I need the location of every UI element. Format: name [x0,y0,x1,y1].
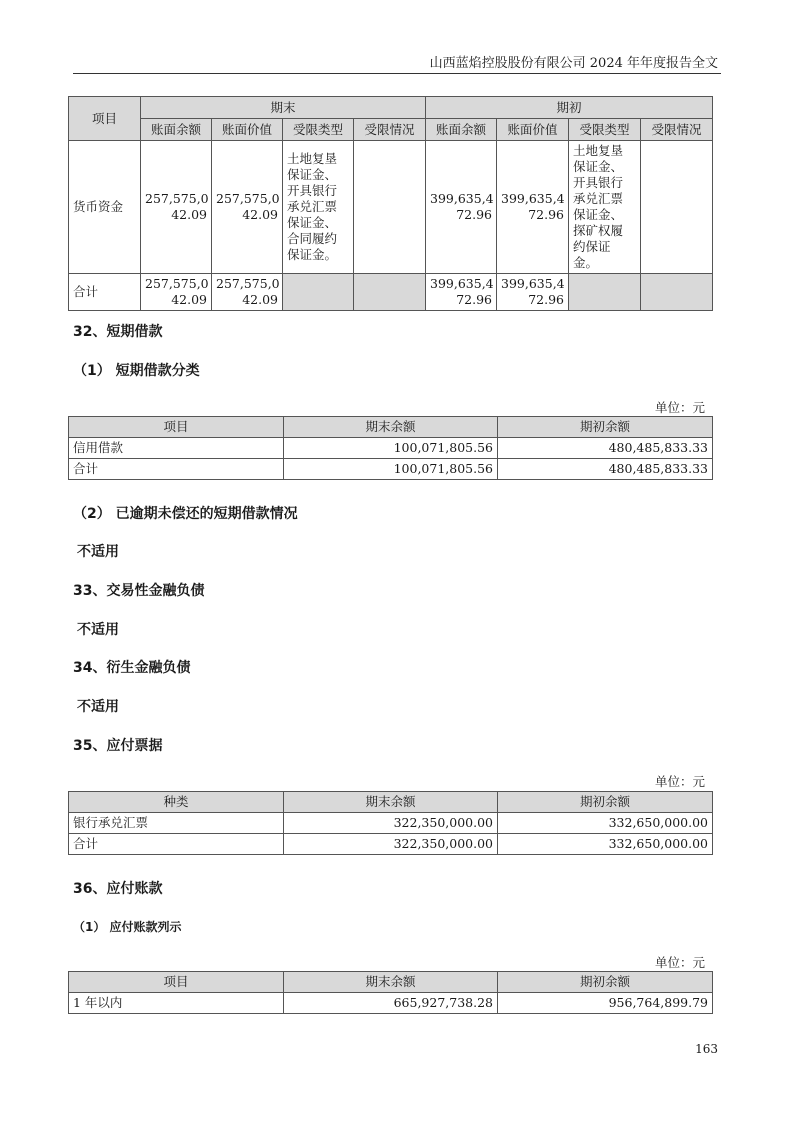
begin-balance-cell: 399,635,4 72.96 [426,274,497,311]
section-32-unit: 单位：元 [654,400,705,415]
sub-header-begin-type: 受限类型 [569,119,641,141]
section-32-sub1-title: （1） 短期借款分类 [73,363,200,379]
col-header-end: 期末余额 [284,417,498,438]
sub-header-begin-status: 受限情况 [641,119,713,141]
begin-value-cell: 399,635,4 72.96 [497,274,569,311]
group-header-begin: 期初 [426,97,713,119]
end-balance-cell: 100,071,805.56 [284,459,498,480]
col-header-begin: 期初余额 [498,972,713,993]
sub-header-begin-value: 账面价值 [497,119,569,141]
end-balance-cell: 100,071,805.56 [284,438,498,459]
begin-status-cell [641,141,713,274]
section-35-title: 35、应付票据 [73,738,163,754]
end-balance-cell: 257,575,0 42.09 [141,141,212,274]
sub-header-begin-balance: 账面余额 [426,119,497,141]
sub-header-end-value: 账面价值 [212,119,283,141]
section-32-title: 32、短期借款 [73,324,163,340]
row-item: 合计 [69,274,141,311]
sub-header-end-balance: 账面余额 [141,119,212,141]
begin-balance-cell: 480,485,833.33 [498,438,713,459]
row-item: 合计 [69,459,284,480]
end-balance-cell: 257,575,0 42.09 [141,274,212,311]
page-number: 163 [695,1042,718,1056]
col-header-item: 项目 [69,417,284,438]
col-header-end: 期末余额 [284,972,498,993]
section-32-sub2-title: （2） 已逾期未偿还的短期借款情况 [73,506,298,522]
short-term-loans-table [68,416,713,480]
table-row [69,438,713,459]
begin-balance-cell: 480,485,833.33 [498,459,713,480]
restricted-assets-table [68,96,713,311]
end-type-cell: 土地复垦 保证金、 开具银行 承兑汇票 保证金、 合同履约 保证金。 [283,141,354,274]
end-balance-cell: 665,927,738.28 [284,993,498,1014]
section-36-sub1-title: （1） 应付账款列示 [73,920,182,934]
report-header-title: 山西蓝焰控股股份有限公司 2024 年年度报告全文 [429,56,718,71]
row-item: 1 年以内 [69,993,284,1014]
section-36-unit: 单位：元 [654,955,705,970]
col-item-header: 项目 [69,97,141,141]
notes-payable-table [68,791,713,855]
begin-balance-cell: 332,650,000.00 [498,813,713,834]
col-header-begin: 期初余额 [498,417,713,438]
section-33-text: 不适用 [77,622,119,638]
col-header-item: 项目 [69,972,284,993]
end-balance-cell: 322,350,000.00 [284,813,498,834]
section-34-title: 34、衍生金融负债 [73,660,191,676]
row-item: 合计 [69,834,284,855]
end-value-cell: 257,575,0 42.09 [212,141,283,274]
begin-type-cell [569,274,641,311]
section-32-sub2-text: 不适用 [77,544,119,560]
col-header-begin: 期初余额 [498,792,713,813]
begin-type-cell: 土地复垦 保证金、 开具银行 承兑汇票 保证金、 探矿权履 约保证 金。 [569,141,641,274]
section-35-unit: 单位：元 [654,774,705,789]
col-header-type: 种类 [69,792,284,813]
table-row [69,141,713,274]
header-divider [73,73,721,74]
begin-balance-cell: 332,650,000.00 [498,834,713,855]
table-row [69,274,713,311]
row-item: 银行承兑汇票 [69,813,284,834]
end-balance-cell: 322,350,000.00 [284,834,498,855]
table-row [69,459,713,480]
begin-balance-cell: 399,635,4 72.96 [426,141,497,274]
group-header-end: 期末 [141,97,426,119]
begin-value-cell: 399,635,4 72.96 [497,141,569,274]
begin-status-cell [641,274,713,311]
end-value-cell: 257,575,0 42.09 [212,274,283,311]
sub-header-end-type: 受限类型 [283,119,354,141]
end-status-cell [354,141,426,274]
sub-header-end-status: 受限情况 [354,119,426,141]
row-item: 信用借款 [69,438,284,459]
section-33-title: 33、交易性金融负债 [73,583,205,599]
table-row [69,813,713,834]
end-status-cell [354,274,426,311]
table-row [69,834,713,855]
section-36-title: 36、应付账款 [73,881,163,897]
row-item: 货币资金 [69,141,141,274]
section-34-text: 不适用 [77,699,119,715]
end-type-cell [283,274,354,311]
table-row [69,993,713,1014]
accounts-payable-table [68,971,713,1014]
begin-balance-cell: 956,764,899.79 [498,993,713,1014]
col-header-end: 期末余额 [284,792,498,813]
